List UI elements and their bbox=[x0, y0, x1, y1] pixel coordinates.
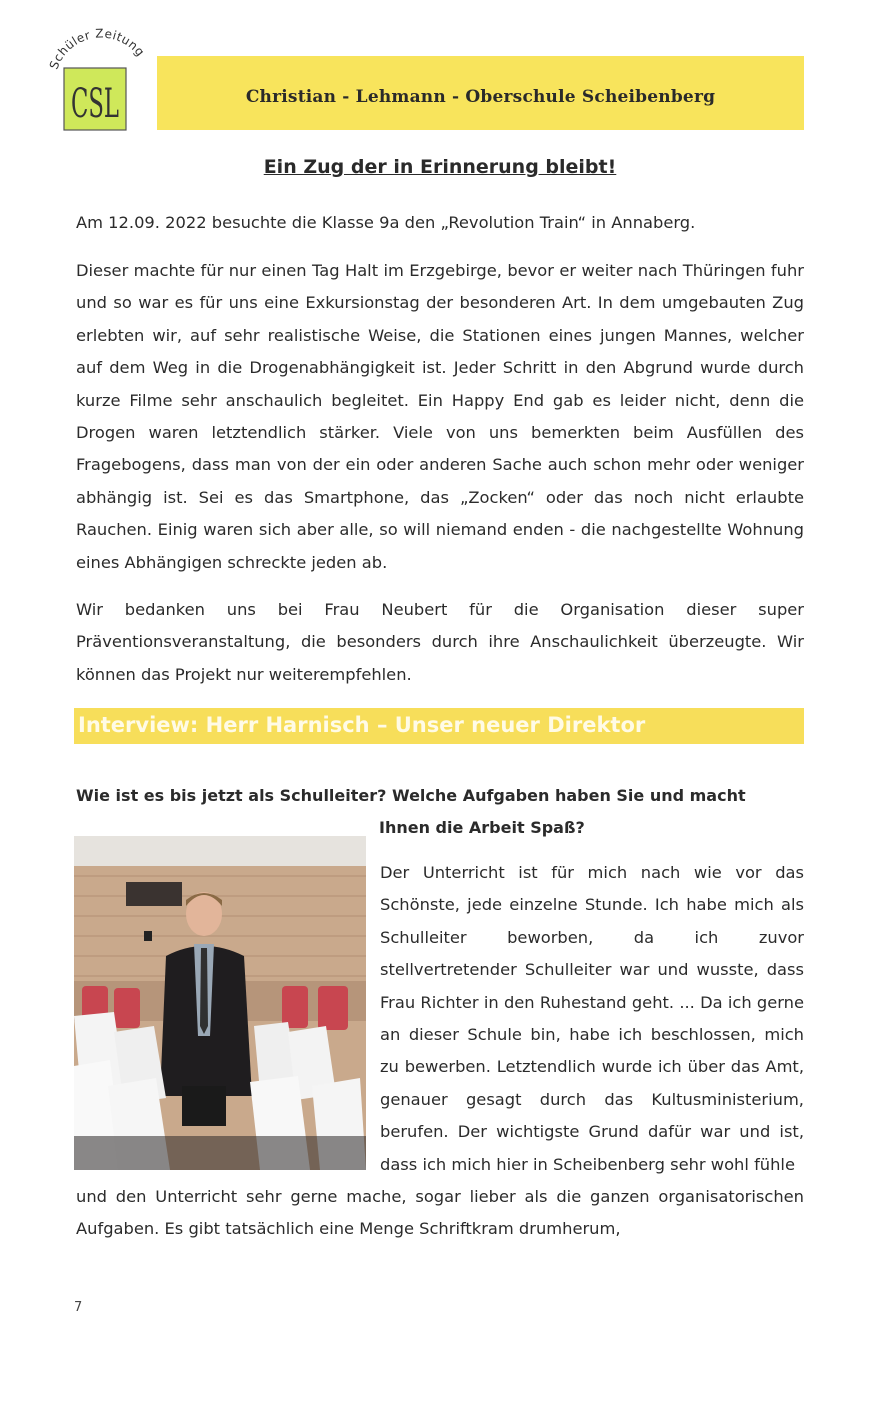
school-newspaper-logo bbox=[46, 12, 150, 136]
interview-question bbox=[76, 780, 804, 844]
question-line-1: Wie ist es bis jetzt als Schulleiter? Welche Aufgaben haben Sie und macht bbox=[76, 786, 746, 805]
director-photo bbox=[74, 836, 366, 1170]
page-number: 7 bbox=[74, 1300, 83, 1315]
interview-heading: Interview: Herr Harnisch – Unser neuer Direktor bbox=[78, 713, 646, 737]
school-name: Christian - Lehmann - Oberschule Scheibenberg bbox=[245, 87, 716, 107]
interview-heading-bar bbox=[74, 708, 804, 744]
header-banner bbox=[157, 56, 804, 130]
logo-arc-text: Schüler Zeitung bbox=[46, 26, 148, 72]
article-intro: Am 12.09. 2022 besuchte die Klasse 9a den „Revolution Train“ in Annaberg. bbox=[76, 213, 696, 232]
article-title: Ein Zug der in Erinnerung bleibt! bbox=[263, 156, 617, 178]
article-body: Dieser machte für nur einen Tag Halt im Erzgebirge, bevor er weiter nach Thüringen fuhr und so war es für uns eine Exkursionstag der besonderen Art. In dem umgebauten Zug erlebten wir, auf sehr realistische Weise, die Stationen eines jungen Mannes, welcher auf dem Weg in die Drogenabhängigkeit ist. Jeder Schritt in den Abgrund wurde durch kurze Filme sehr anschaulich begleitet. Ein Happy End gab es leider nicht, denn die Drogen waren letztendlich stärker. Viele von uns bemerkten beim Ausfüllen des Fragebogens, dass man von der ein oder anderen Sache auch schon mehr oder weniger abhängig ist. Sei es das Smartphone, das „Zocken“ oder das noch nicht erlaubte Rauchen. Einig waren sich aber alle, so will niemand enden - die nachgestellte Wohnung eines Abhängigen schreckte jeden ab. bbox=[76, 261, 804, 572]
logo-letters: CSL bbox=[71, 81, 119, 127]
interview-answer-side: Der Unterricht ist für mich nach wie vor das Schönste, jede einzelne Stunde. Ich habe mich als Schulleiter beworben, da ich zuvor stellvertretender Schulleiter war und wusste, dass Frau Richter in den Ruhestand geht. ... Da ich gerne an dieser Schule bin, habe ich beschlossen, mich zu bewerben. Letztendlich wurde ich über das Amt, genauer gesagt durch das Kultusministerium, berufen. Der wichtigste Grund dafür war und ist, dass ich mich hier in Scheibenberg sehr wohl fühle bbox=[380, 863, 804, 1174]
question-line-2: Ihnen die Arbeit Spaß? bbox=[379, 818, 585, 837]
article-thanks: Wir bedanken uns bei Frau Neubert für die Organisation dieser super Präventionsveranstaltung, die besonders durch ihre Anschaulichkeit überzeugte. Wir können das Projekt nur weiterempfehlen. bbox=[76, 600, 804, 684]
interview-answer-continued: und den Unterricht sehr gerne mache, sogar lieber als die ganzen organisatorischen Aufgaben. Es gibt tatsächlich eine Menge Schriftkram drumherum, bbox=[76, 1187, 804, 1239]
svg-text:Schüler Zeitung bbox=[47, 26, 148, 71]
